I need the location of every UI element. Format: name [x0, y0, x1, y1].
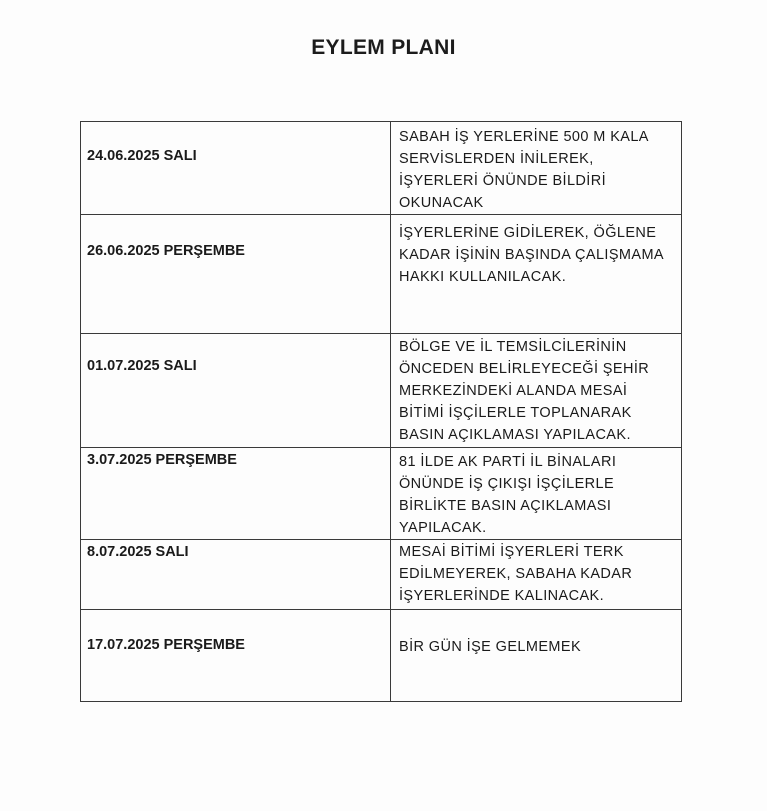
action-plan-table — [80, 121, 682, 702]
action-cell — [391, 540, 682, 610]
table-row — [81, 215, 682, 334]
table-row — [81, 334, 682, 448]
action-text: MESAİ BİTİMİ İŞYERLERİ TERK EDİLMEYEREK, SABAHA KADAR İŞYERLERİNDE KALINACAK. — [399, 544, 633, 604]
date-cell — [81, 540, 391, 610]
action-text: BÖLGE VE İL TEMSİLCİLERİNİN ÖNCEDEN BELİRLEYECEĞİ ŞEHİR MERKEZİNDEKİ ALANDA MESAİ BİTİMİ İŞÇİLERLE TOPLANARAK BASIN AÇIKLAMASI YAPILACAK. — [399, 339, 650, 443]
date-text: 26.06.2025 PERŞEMBE — [87, 243, 245, 259]
table-row — [81, 540, 682, 610]
action-text: SABAH İŞ YERLERİNE 500 M KALA SERVİSLERDEN İNİLEREK, İŞYERLERİ ÖNÜNDE BİLDİRİ OKUNACAK — [399, 129, 649, 211]
date-text: 8.07.2025 SALI — [87, 544, 189, 560]
action-text: İŞYERLERİNE GİDİLEREK, ÖĞLENE KADAR İŞİNİN BAŞINDA ÇALIŞMAMA HAKKI KULLANILACAK. — [399, 225, 664, 285]
date-cell — [81, 122, 391, 215]
action-cell — [391, 334, 682, 448]
date-text: 24.06.2025 SALI — [87, 148, 197, 164]
table-row — [81, 448, 682, 540]
date-text: 3.07.2025 PERŞEMBE — [87, 452, 237, 468]
date-cell — [81, 215, 391, 334]
date-cell — [81, 448, 391, 540]
action-text: BİR GÜN İŞE GELMEMEK — [399, 639, 582, 655]
action-cell — [391, 215, 682, 334]
table-row — [81, 610, 682, 702]
action-text: 81 İLDE AK PARTİ İL BİNALARI ÖNÜNDE İŞ ÇIKIŞI İŞÇİLERLE BİRLİKTE BASIN AÇIKLAMASI YAPILACAK. — [399, 454, 617, 536]
table-row — [81, 122, 682, 215]
page-title: EYLEM PLANI — [311, 36, 456, 59]
date-cell — [81, 334, 391, 448]
action-cell — [391, 122, 682, 215]
date-text: 17.07.2025 PERŞEMBE — [87, 637, 245, 653]
action-cell — [391, 610, 682, 702]
date-cell — [81, 610, 391, 702]
date-text: 01.07.2025 SALI — [87, 358, 197, 374]
action-cell — [391, 448, 682, 540]
